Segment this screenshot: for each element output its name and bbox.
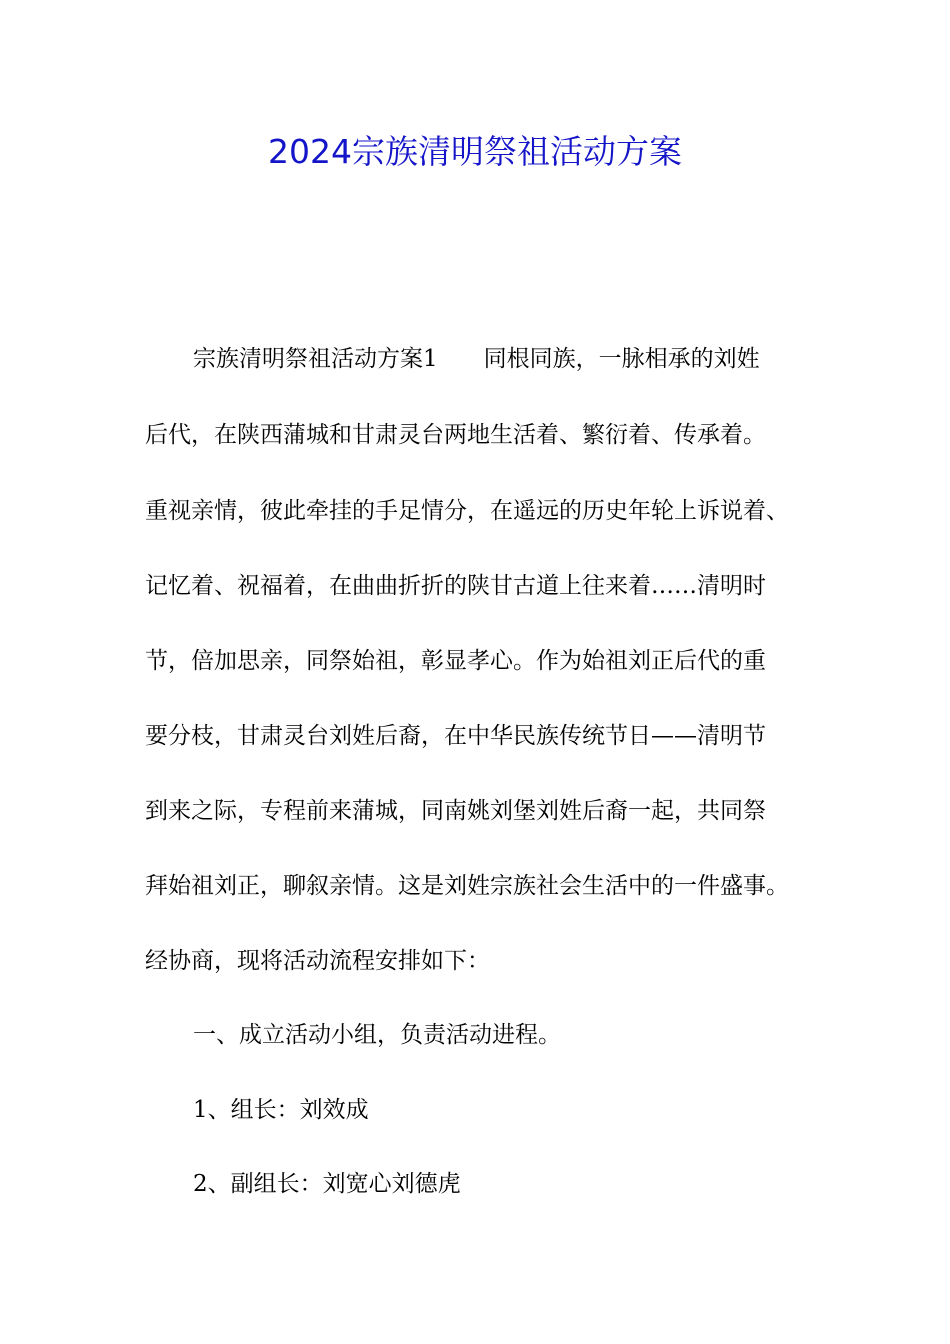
paragraph-text: 同根同族，一脉相承的刘姓 (483, 346, 760, 372)
plan-heading: 宗族清明祭祖活动方案1 (193, 346, 438, 372)
paragraph-line-3: 重视亲情，彼此牵挂的手足情分，在遥远的历史年轮上诉说着、 (145, 498, 789, 524)
paragraph-line-5: 节，倍加思亲，同祭始祖，彰显孝心。作为始祖刘正后代的重 (145, 648, 766, 674)
paragraph-line-2: 后代，在陕西蒲城和甘肃灵台两地生活着、繁衍着、传承着。 (145, 422, 766, 448)
paragraph-line-7: 到来之际，专程前来蒲城，同南姚刘堡刘姓后裔一起，共同祭 (145, 798, 766, 824)
document-title: 2024宗族清明祭祖活动方案 (268, 132, 682, 171)
paragraph-line-9: 经协商，现将活动流程安排如下： (145, 948, 490, 974)
list-item-deputy-leader: 2、副组长：刘宽心刘德虎 (193, 1171, 461, 1197)
paragraph-line-6: 要分枝，甘肃灵台刘姓后裔，在中华民族传统节日——清明节 (145, 723, 766, 749)
section-heading-1: 一、成立活动小组，负责活动进程。 (193, 1022, 561, 1048)
list-item-leader: 1、组长：刘效成 (193, 1097, 369, 1123)
paragraph-line-4: 记忆着、祝福着，在曲曲折折的陕甘古道上往来着……清明时 (145, 573, 766, 599)
paragraph-line-1 (193, 342, 760, 376)
paragraph-line-8: 拜始祖刘正，聊叙亲情。这是刘姓宗族社会生活中的一件盛事。 (145, 873, 789, 899)
